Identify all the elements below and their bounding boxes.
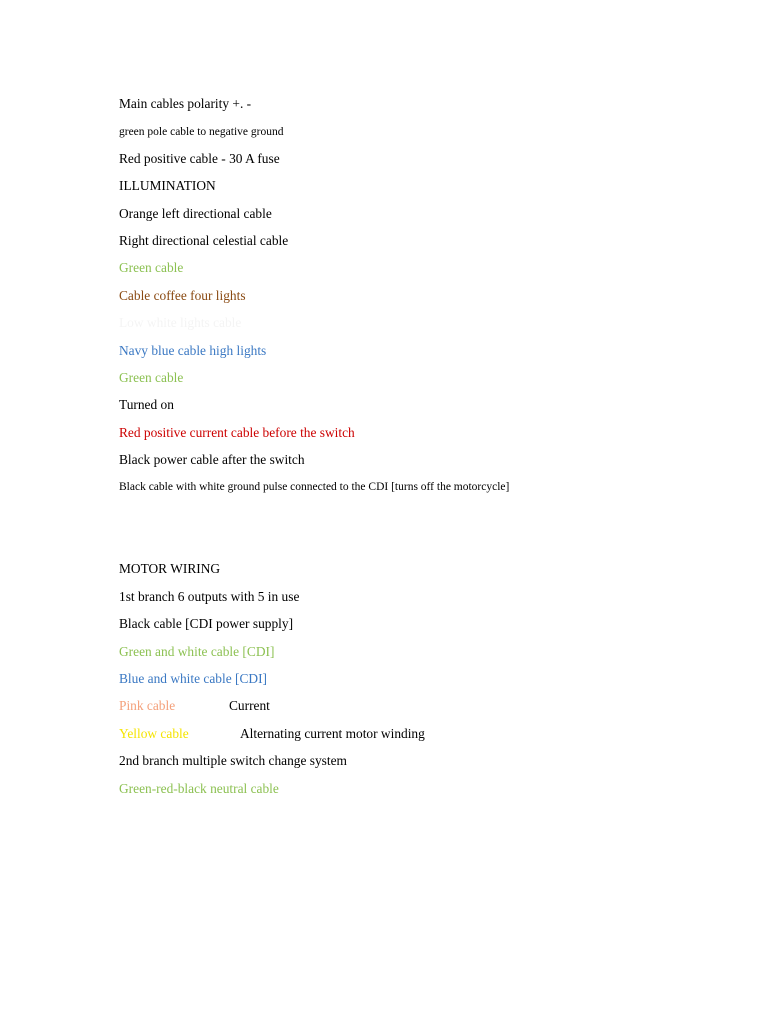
text-line-10: Navy blue cable high lights xyxy=(119,343,267,358)
text-line-22: Yellow cable xyxy=(119,726,189,741)
text-line-23: 2nd branch multiple switch change system xyxy=(119,753,347,768)
text-line-5: Orange left directional cable xyxy=(119,206,272,221)
text-line-19: Green and white cable [CDI] xyxy=(119,644,275,659)
text-line-6: Right directional celestial cable xyxy=(119,233,289,248)
text-line-14: Black power cable after the switch xyxy=(119,452,305,467)
text-line-7: Green cable xyxy=(119,260,184,275)
text-line-15: Black cable with white ground pulse connected to the CDI [turns off the motorcycle] xyxy=(119,481,510,493)
section-heading-motor-wiring: MOTOR WIRING xyxy=(119,561,221,576)
text-line-1: Main cables polarity +. - xyxy=(119,96,252,111)
text-line-3: Red positive cable - 30 A fuse xyxy=(119,151,280,166)
text-line-12: Turned on xyxy=(119,397,174,412)
text-line-20: Blue and white cable [CDI] xyxy=(119,671,267,686)
text-line-17: 1st branch 6 outputs with 5 in use xyxy=(119,589,300,604)
section-heading-illumination: ILLUMINATION xyxy=(119,178,216,193)
text-line-11: Green cable xyxy=(119,370,184,385)
text-line-8: Cable coffee four lights xyxy=(119,288,246,303)
text-line-18: Black cable [CDI power supply] xyxy=(119,616,294,631)
text-line-13: Red positive current cable before the switch xyxy=(119,425,355,440)
text-line-21: Pink cable xyxy=(119,698,176,713)
text-line-22-note: Alternating current motor winding xyxy=(240,726,425,741)
text-line-9: Low white lights cable xyxy=(119,315,242,330)
text-line-2: green pole cable to negative ground xyxy=(119,126,284,138)
text-line-21-note: Current xyxy=(229,698,270,713)
text-line-24: Green-red-black neutral cable xyxy=(119,781,279,796)
